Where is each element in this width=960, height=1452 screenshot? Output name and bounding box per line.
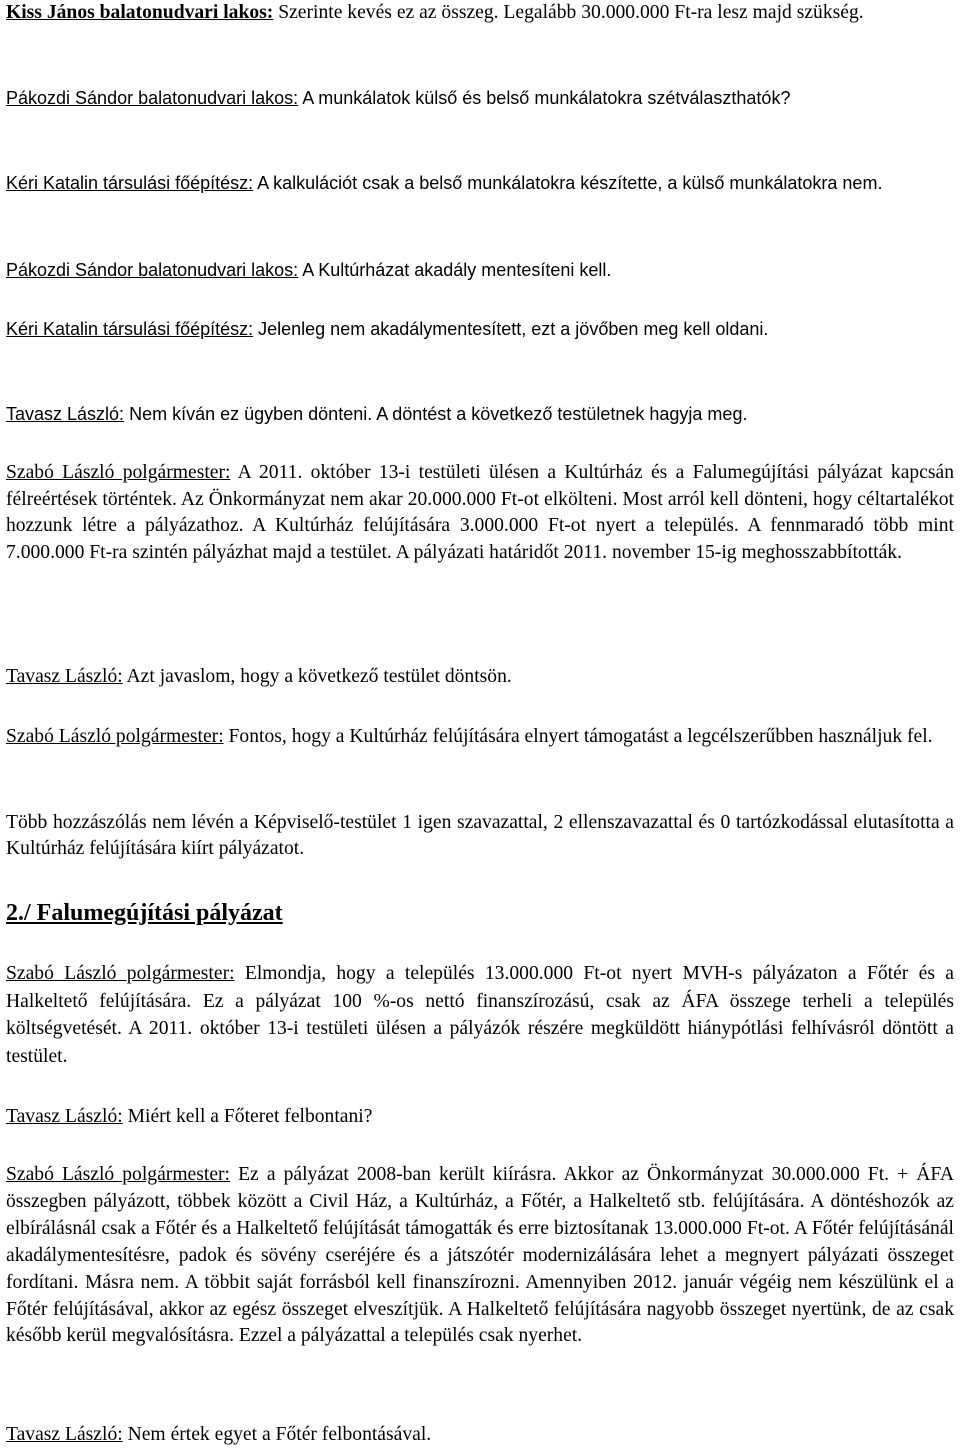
paragraph-text: Szerinte kevés ez az összeg. Legalább 30.000.000 Ft-ra lesz majd szükség. (273, 2, 864, 23)
paragraph-text: Több hozzászólás nem lévén a Képviselő-testület 1 igen szavazattal, 2 ellenszavazattal és 0 tartózkodással elutasította a Kultúrház felújítására kiírt pályázatot. (6, 812, 954, 860)
speaker-name: Tavasz László: (6, 1424, 123, 1445)
paragraph-text: A Kultúrházat akadály mentesíteni kell. (298, 260, 612, 280)
paragraph-text: A 2011. október 13-i testületi ülésen a Kultúrház és a Falumegújítási pályázat kapcsán félreértések történtek. Az Önkormányzat nem akar 20.000.000 Ft-ot elkölteni. Most arról kell dönteni, hogy céltartalékot hozzunk létre a pályázathoz. A Kultúrház felújítására 3.000.000 Ft-ot nyert a település. A fennmaradó több mint 7.000.000 Ft-ra szintén pályázhat majd a testület. A pályázati határidőt 2011. november 15-ig meghosszabbították. (6, 462, 954, 563)
paragraph-text: Azt javaslom, hogy a következő testület döntsön. (122, 666, 512, 687)
paragraph-text: Jelenleg nem akadálymentesített, ezt a jövőben meg kell oldani. (253, 319, 769, 339)
paragraph (6, 724, 954, 750)
paragraph (6, 1162, 954, 1350)
speaker-name: Kiss János balatonudvari lakos: (6, 2, 274, 23)
paragraph (6, 1422, 954, 1448)
paragraph (6, 0, 954, 26)
speaker-name: Kéri Katalin társulási főépítész: (6, 173, 254, 193)
paragraph (6, 316, 954, 342)
paragraph-text: Fontos, hogy a Kultúrház felújítására elnyert támogatást a legcélszerűbben használjuk fel. (223, 726, 933, 747)
paragraph (6, 664, 954, 690)
speaker-name: Szabó László polgármester: (6, 726, 224, 747)
paragraph (6, 85, 954, 111)
paragraph-text: Ez a pályázat 2008-ban került kiírásra. Akkor az Önkormányzat 30.000.000 Ft. + ÁFA összegben pályázott, többek között a Civil Ház, a Kultúrház, a Főtér, a Halkeltető stb. felújítására. A döntéshozók az elbírálásnál csak a Főtér és a Halkeltető felújítását támogatták és erre biztosítanak 13.000.000 Ft-ot. A Főtér felújításánál akadálymentesítésre, padok és sövény cseréjére és a játszótér modernizálására lehet a megnyert pályázati összeget fordítani. Másra nem. A többit saját forrásból kell finanszírozni. Amennyiben 2012. január végéig nem készülünk el a Főtér felújításával, akkor az egész összeget elveszítjük. A Halkeltető felújítására nagyobb összeget nyertünk, de az csak később kerül megvalósításra. Ezzel a pályázattal a település csak nyerhet. (6, 1164, 954, 1347)
paragraph (6, 960, 954, 1070)
paragraph-text: A munkálatok külső és belső munkálatokra szétválaszthatók? (298, 88, 791, 108)
speaker-name: Pákozdi Sándor balatonudvari lakos: (6, 88, 299, 108)
paragraph-text: Nem kíván ez ügyben dönteni. A döntést a következő testületnek hagyja meg. (124, 404, 748, 424)
paragraph (6, 257, 954, 283)
speaker-name: Tavasz László: (6, 404, 125, 424)
paragraph (6, 401, 954, 427)
speaker-name: Kéri Katalin társulási főépítész: (6, 319, 254, 339)
speaker-name: Szabó László polgármester: (6, 1164, 230, 1185)
section-heading: 2./ Falumegújítási pályázat (6, 900, 283, 926)
speaker-name: Pákozdi Sándor balatonudvari lakos: (6, 260, 299, 280)
paragraph (6, 810, 954, 863)
paragraph-text: Elmondja, hogy a település 13.000.000 Ft-ot nyert MVH-s pályázaton a Főtér és a Halkeltető felújítására. Ez a pályázat 100 %-os nettó finanszírozású, csak az ÁFA összege terheli a település költségvetését. A 2011. október 13-i testületi ülésen a pályázók részére megküldött hiánypótlási felhívásról döntött a testület. (6, 963, 955, 1067)
speaker-name: Tavasz László: (6, 666, 123, 687)
speaker-name: Szabó László polgármester: (6, 462, 231, 483)
speaker-name: Tavasz László: (6, 1106, 123, 1127)
speaker-name: Szabó László polgármester: (6, 963, 235, 984)
paragraph-text: Nem értek egyet a Főtér felbontásával. (122, 1424, 432, 1445)
paragraph (6, 1104, 954, 1130)
paragraph-text: A kalkulációt csak a belső munkálatokra készítette, a külső munkálatokra nem. (253, 173, 883, 193)
paragraph (6, 460, 954, 566)
paragraph-text: Miért kell a Főteret felbontani? (122, 1106, 373, 1127)
paragraph (6, 170, 954, 196)
